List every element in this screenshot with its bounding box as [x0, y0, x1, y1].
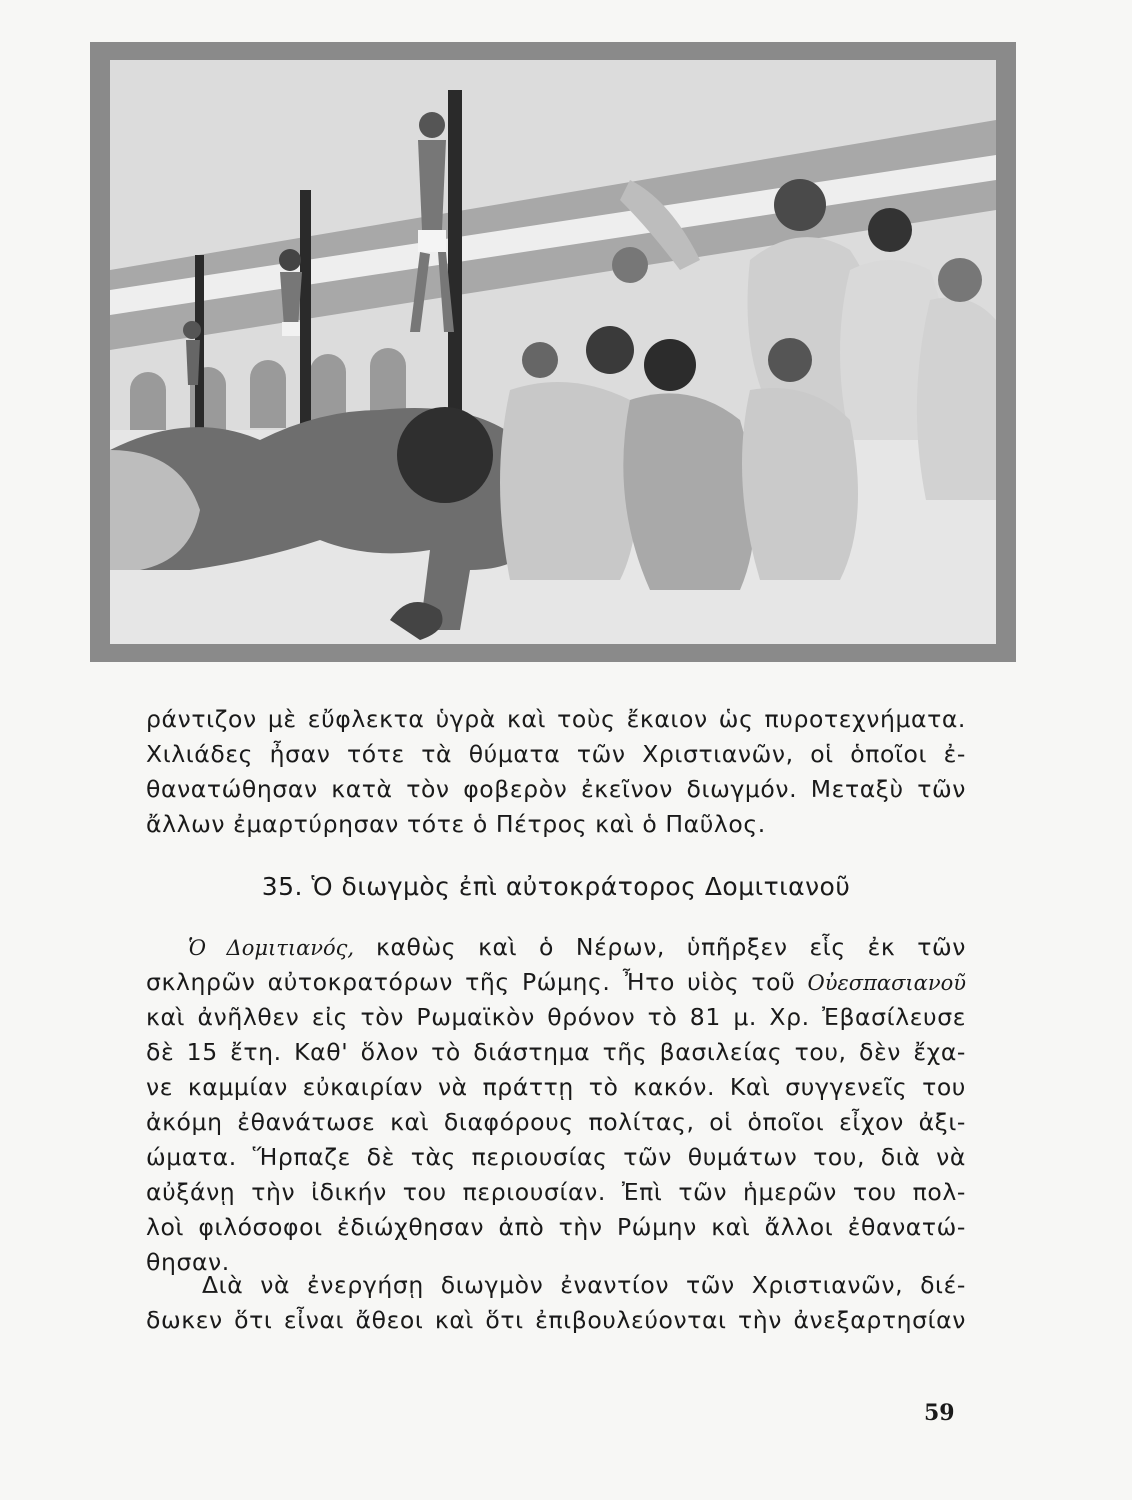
paragraph-2 [146, 1268, 966, 1338]
arena-martyrdom-illustration [110, 60, 996, 644]
paragraph-1 [146, 930, 966, 1280]
text-line: ἀκόμη ἐθανάτωσε καὶ διαφόρους πολίτας, οἱ ὁποῖοι εἶχον ἀξι- [146, 1108, 966, 1136]
text-line: θησαν. [146, 1248, 230, 1276]
italic-name: Οὐεσπασιανοῦ [807, 971, 966, 995]
text-line: ώματα. Ἥρπαζε δὲ τὰς περιουσίας τῶν θυμάτων του, διὰ νὰ [146, 1143, 966, 1171]
text-line: αὐξάνῃ τὴν ἰδικήν του περιουσίαν. Ἐπὶ τῶν ἡμερῶν του πολ- [146, 1178, 966, 1206]
text-span: σκληρῶν αὐτοκρατόρων τῆς Ρώμης. Ἦτο υἱὸς τοῦ [146, 968, 808, 996]
text-line: δὲ 15 ἔτη. Καθ' ὅλον τὸ διάστημα τῆς βασιλείας του, δὲν ἔχα- [146, 1038, 966, 1066]
page-number: 59 [924, 1400, 955, 1426]
text-line: νε καμμίαν εὐκαιρίαν νὰ πράττῃ τὸ κακόν. Καὶ συγγενεῖς του [146, 1073, 966, 1101]
text-line: δωκεν ὅτι εἶναι ἄθεοι καὶ ὅτι ἐπιβουλεύονται τὴν ἀνεξαρτησίαν [146, 1306, 966, 1334]
text-line [146, 930, 966, 965]
illustration-frame [90, 42, 1016, 662]
text-line [146, 965, 966, 1000]
paragraph-top [146, 702, 966, 842]
text-span: καθὼς καὶ ὁ Νέρων, ὑπῆρξεν εἷς ἐκ τῶν [354, 933, 966, 961]
section-heading: 35. Ὁ διωγμὸς ἐπὶ αὐτοκράτορος Δομιτιανοῦ [261, 872, 851, 901]
text-line: ράντιζον μὲ εὔφλεκτα ὑγρὰ καὶ τοὺς ἔκαιον ὡς πυροτεχνήματα. [146, 705, 966, 733]
text-line: θανατώθησαν κατὰ τὸν φοβερὸν ἐκεῖνον διωγμόν. Μεταξὺ τῶν [146, 775, 966, 803]
text-line: Χιλιάδες ἦσαν τότε τὰ θύματα τῶν Χριστιανῶν, οἱ ὁποῖοι ἐ- [146, 740, 966, 768]
text-line: λοὶ φιλόσοφοι ἐδιώχθησαν ἀπὸ τὴν Ρώμην καὶ ἄλλοι ἐθανατώ- [146, 1213, 966, 1241]
italic-name: Ὁ Δομιτιανός, [188, 936, 355, 960]
text-line: Διὰ νὰ ἐνεργήσῃ διωγμὸν ἐναντίον τῶν Χριστιανῶν, διέ- [202, 1271, 966, 1299]
text-line: καὶ ἀνῆλθεν εἰς τὸν Ρωμαϊκὸν θρόνον τὸ 81 μ. Χρ. Ἐβασίλευσε [146, 1003, 966, 1031]
text-line: ἄλλων ἐμαρτύρησαν τότε ὁ Πέτρος καὶ ὁ Παῦλος. [146, 810, 766, 838]
